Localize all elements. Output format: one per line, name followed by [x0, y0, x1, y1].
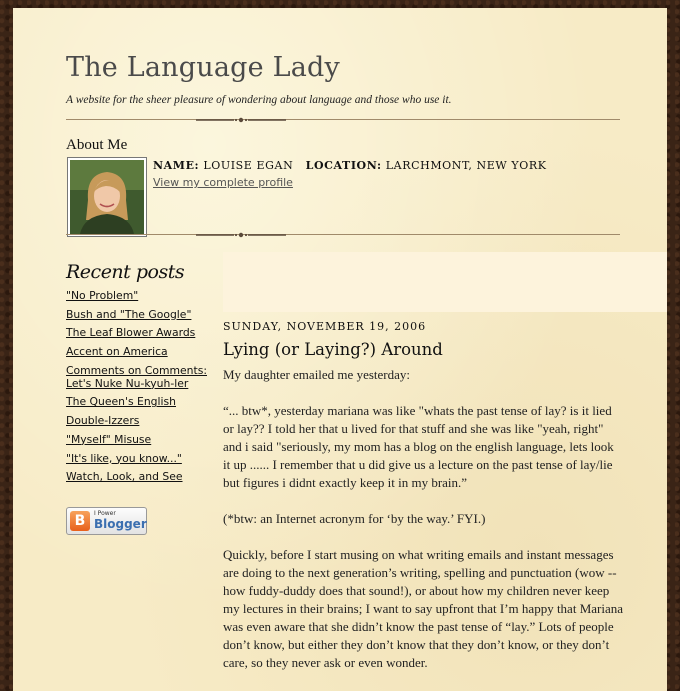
- divider-ornament: [66, 116, 620, 124]
- blogger-icon: B: [70, 511, 90, 531]
- recent-post-link[interactable]: The Leaf Blower Awards: [66, 326, 196, 340]
- badge-small-text: I Power: [94, 510, 116, 517]
- blog-tagline: A website for the sheer pleasure of wondering about language and those who use it.: [66, 94, 452, 106]
- post-title[interactable]: Lying (or Laying?) Around: [223, 340, 443, 359]
- view-profile-link[interactable]: View my complete profile: [153, 176, 293, 189]
- divider-ornament: [66, 231, 620, 239]
- list-item: [66, 364, 216, 390]
- recent-posts-heading: Recent posts: [66, 261, 185, 283]
- blog-title[interactable]: The Language Lady: [66, 52, 340, 83]
- recent-post-link[interactable]: Accent on America: [66, 345, 168, 359]
- ornament-icon: [196, 116, 286, 124]
- list-item: [66, 289, 216, 302]
- recent-posts-list: [66, 289, 216, 489]
- recent-post-link[interactable]: Comments on Comments: Let's Nuke Nu-kyuh-ler: [66, 363, 207, 390]
- recent-post-link[interactable]: Bush and "The Google": [66, 307, 192, 321]
- list-item: [66, 433, 216, 446]
- post-date: SUNDAY, NOVEMBER 19, 2006: [223, 320, 427, 333]
- list-item: [66, 414, 216, 427]
- about-me-heading: About Me: [66, 137, 128, 153]
- recent-post-link[interactable]: "No Problem": [66, 289, 139, 302]
- avatar[interactable]: [67, 157, 147, 237]
- profile-photo: [70, 160, 144, 234]
- recent-post-link[interactable]: The Queen's English: [66, 395, 176, 409]
- list-item: [66, 470, 216, 483]
- name-label: NAME:: [153, 159, 200, 172]
- list-item: [66, 452, 216, 465]
- recent-post-link[interactable]: Watch, Look, and See: [66, 470, 183, 484]
- recent-post-link[interactable]: Double-Izzers: [66, 414, 140, 428]
- recent-post-link[interactable]: "It's like, you know...": [66, 451, 182, 465]
- list-item: [66, 308, 216, 321]
- post-body: [223, 366, 623, 690]
- list-item: [66, 395, 216, 408]
- powered-by-blogger-badge[interactable]: [66, 507, 147, 535]
- list-item: [66, 326, 216, 339]
- post-paragraph: Quickly, before I start musing on what writing emails and instant messages are doing to the next generation’s writing, spelling and punctuation (wow -- how fuddy-duddy does that sound!), or about how my children never keep my lectures in their brains; I want to say upfront that I’m happy that Mariana was even aware that she didn’t know the past tense of “lay.” Lots of people don’t know, but either they don’t know that they don’t know, or they don’t care, so they never ask or even wonder.: [223, 547, 623, 670]
- post-paragraph: (*btw: an Internet acronym for ‘by the way.’ FYI.): [223, 511, 486, 526]
- profile-info: [153, 159, 547, 172]
- post-paragraph: My daughter emailed me yesterday:: [223, 367, 410, 382]
- recent-post-link[interactable]: "Myself" Misuse: [66, 432, 152, 446]
- profile-name: LOUISE EGAN: [203, 159, 294, 172]
- page-paper: [13, 8, 667, 691]
- profile-location: LARCHMONT, NEW YORK: [385, 159, 547, 172]
- ornament-icon: [196, 231, 286, 239]
- location-label: LOCATION:: [305, 159, 382, 172]
- header-banner-area: [223, 252, 667, 312]
- list-item: [66, 345, 216, 358]
- post-paragraph: “... btw*, yesterday mariana was like "whats the past tense of lay? is it lied or lay?? I told her that u lived for that stuff and she was like "yeah, right" and i said "seriously, my mom has a blog on the english language, lets look it up ...... I remember that u did give us a lecture on the past tense of lay/lie but figures i didnt exactly keep it in my brain.”: [223, 403, 614, 490]
- badge-big-text: Blogger: [94, 517, 147, 531]
